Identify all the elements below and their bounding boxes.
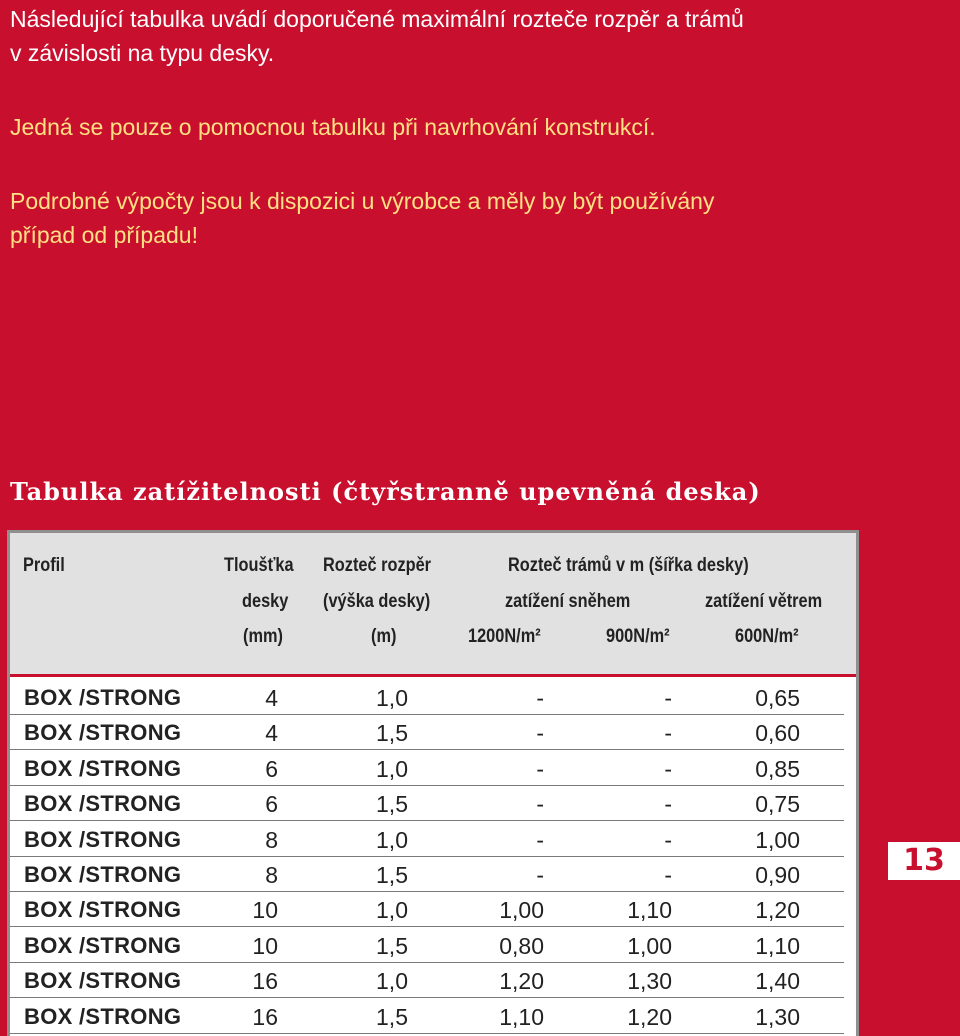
cell-n900: 1,30 — [627, 968, 672, 995]
header-roztec-2: (výška desky) — [323, 591, 431, 612]
cell-tloustka: 4 — [265, 685, 278, 711]
table-row — [10, 821, 844, 857]
header-profil: Profil — [23, 555, 65, 576]
cell-n600: 1,40 — [755, 968, 800, 995]
cell-profil: BOX /STRONG — [24, 720, 182, 746]
intro-line-4: Podrobné výpočty jsou k dispozici u výrobce a měly by být používány — [10, 188, 715, 214]
intro-line-5: případ od případu! — [10, 222, 198, 248]
cell-tloustka: 16 — [252, 968, 278, 995]
cell-n900: 1,20 — [627, 1003, 672, 1030]
cell-tloustka: 16 — [252, 1003, 278, 1030]
cell-n600: 0,90 — [755, 862, 800, 888]
cell-profil: BOX /STRONG — [24, 897, 182, 923]
page-number-badge: 13 — [888, 842, 960, 880]
cell-n1200: 1,00 — [499, 897, 544, 924]
intro-paragraph-2 — [10, 110, 656, 144]
cell-roztec: 1,5 — [376, 932, 408, 959]
intro-line-2: v závislosti na typu desky. — [10, 40, 275, 66]
table-row — [10, 891, 844, 927]
intro-paragraph-1 — [10, 2, 744, 70]
header-1200: 1200N/m² — [468, 626, 541, 647]
cell-tloustka: 10 — [252, 932, 278, 959]
cell-profil: BOX /STRONG — [24, 755, 182, 781]
cell-n900: - — [664, 720, 672, 747]
cell-n600: 0,75 — [755, 791, 800, 818]
cell-n1200: - — [536, 862, 544, 888]
cell-profil: BOX /STRONG — [24, 1003, 182, 1029]
cell-n600: 0,60 — [755, 720, 800, 747]
cell-roztec: 1,5 — [376, 1003, 408, 1030]
cell-tloustka: 6 — [265, 755, 278, 782]
cell-n1200: 1,10 — [499, 1003, 544, 1030]
cell-n900: - — [664, 791, 672, 818]
cell-n900: 1,10 — [627, 897, 672, 924]
cell-roztec: 1,0 — [376, 968, 408, 995]
cell-n600: 1,30 — [755, 1003, 800, 1030]
cell-profil: BOX /STRONG — [24, 968, 182, 994]
cell-roztec: 1,5 — [376, 791, 408, 818]
header-snih: zatížení sněhem — [505, 591, 631, 612]
cell-n1200: - — [536, 720, 544, 747]
cell-n1200: - — [536, 755, 544, 782]
cell-roztec: 1,5 — [376, 720, 408, 747]
cell-n900: - — [664, 755, 672, 782]
table-row — [10, 714, 844, 750]
cell-tloustka: 6 — [265, 791, 278, 818]
intro-line-1: Následující tabulka uvádí doporučené maximální rozteče rozpěr a trámů — [10, 6, 744, 32]
header-roztec-1: Rozteč rozpěr — [323, 555, 432, 576]
cell-tloustka: 8 — [265, 826, 278, 853]
cell-n900: - — [664, 862, 672, 888]
load-table — [7, 530, 859, 1036]
table-row — [10, 962, 844, 998]
header-tramy: Rozteč trámů v m (šířka desky) — [508, 555, 749, 576]
cell-tloustka: 8 — [265, 862, 278, 888]
header-tloustka-1: Tloušťka — [224, 555, 294, 576]
cell-n600: 1,00 — [755, 826, 800, 853]
cell-tloustka: 10 — [252, 897, 278, 924]
cell-profil: BOX /STRONG — [24, 685, 182, 710]
table-row — [10, 927, 844, 963]
cell-n900: 1,00 — [627, 932, 672, 959]
intro-line-3: Jedná se pouze o pomocnou tabulku při navrhování konstrukcí. — [10, 114, 656, 140]
header-900: 900N/m² — [606, 626, 670, 647]
cell-profil: BOX /STRONG — [24, 791, 182, 817]
intro-paragraph-3 — [10, 184, 714, 252]
cell-profil: BOX /STRONG — [24, 862, 182, 887]
header-tloustka-3: (mm) — [243, 626, 283, 647]
header-tloustka-2: desky — [242, 591, 289, 612]
table-header — [10, 533, 856, 677]
header-roztec-3: (m) — [371, 626, 397, 647]
table-row — [10, 785, 844, 821]
cell-n900: - — [664, 685, 672, 711]
cell-roztec: 1,0 — [376, 755, 408, 782]
cell-n1200: - — [536, 685, 544, 711]
cell-n900: - — [664, 826, 672, 853]
header-600: 600N/m² — [735, 626, 799, 647]
table-title: Tabulka zatížitelnosti (čtyřstranně upevněná deska) — [10, 477, 761, 506]
cell-roztec: 1,0 — [376, 897, 408, 924]
table-row — [10, 998, 844, 1034]
cell-roztec: 1,5 — [376, 862, 408, 888]
header-vitr: zatížení větrem — [705, 591, 823, 612]
cell-n1200: 1,20 — [499, 968, 544, 995]
cell-n600: 0,85 — [755, 755, 800, 782]
cell-n1200: 0,80 — [499, 932, 544, 959]
cell-roztec: 1,0 — [376, 685, 408, 711]
cell-profil: BOX /STRONG — [24, 932, 182, 958]
cell-n1200: - — [536, 826, 544, 853]
cell-n600: 1,20 — [755, 897, 800, 924]
cell-tloustka: 4 — [265, 720, 278, 747]
cell-n600: 1,10 — [755, 932, 800, 959]
table-row — [10, 856, 844, 892]
table-row — [10, 750, 844, 786]
cell-profil: BOX /STRONG — [24, 826, 182, 852]
cell-n1200: - — [536, 791, 544, 818]
cell-n600: 0,65 — [755, 685, 800, 711]
cell-roztec: 1,0 — [376, 826, 408, 853]
table-row — [10, 679, 844, 715]
